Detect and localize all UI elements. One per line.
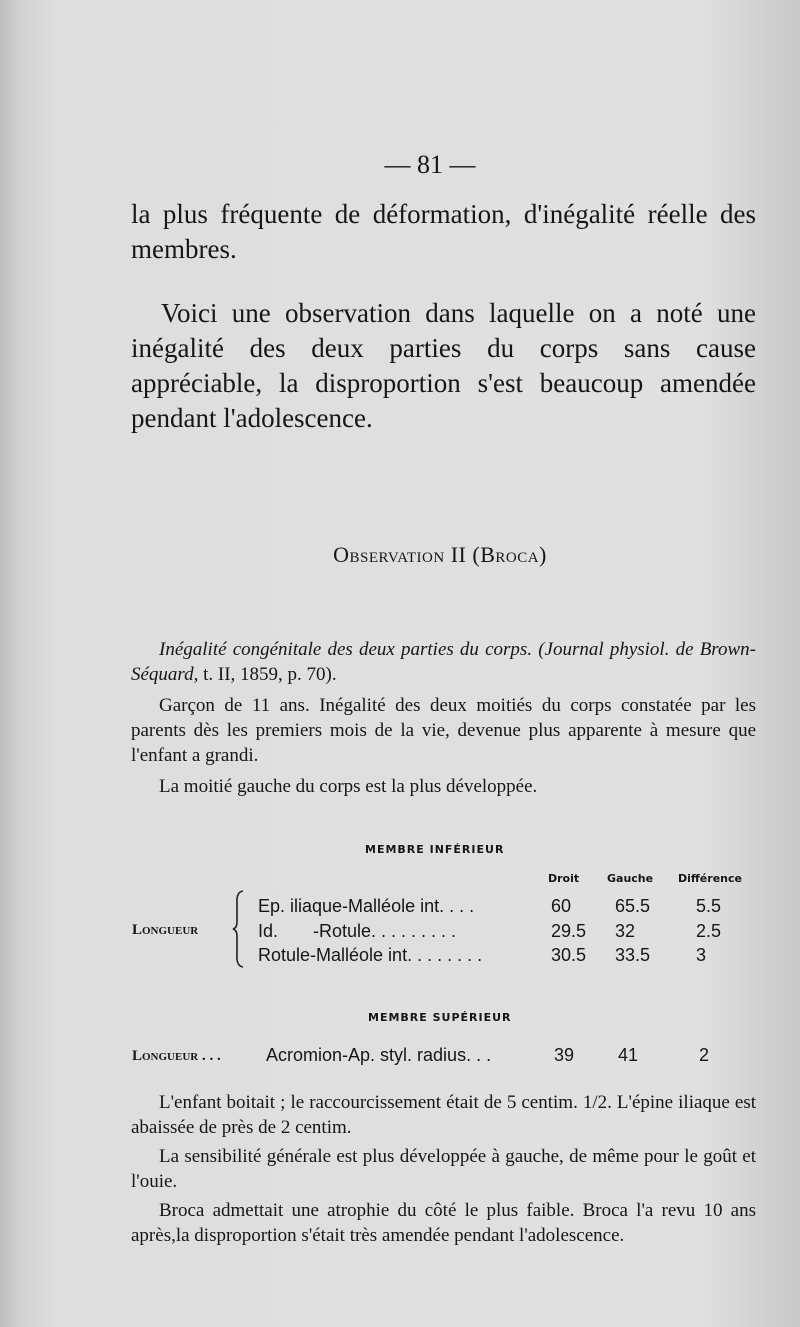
observation-body-1: Garçon de 11 ans. Inégalité des deux moitiés du corps constatée par les parents dès les premiers mois de la vie, devenue plus apparente à mesure que l'enfant a grandi. [131, 695, 756, 766]
reference-title: Inégalité congénitale des deux parties du corps. (Journal physiol. de Brown-Séquard, [131, 639, 756, 685]
observation-body-2: La moitié gauche du corps est la plus développée. [159, 776, 538, 797]
table-cell-diff: 2.5 [696, 921, 722, 941]
page-number: — 81 — [384, 150, 476, 179]
reference-details: t. II, 1859, p. 70). [198, 664, 337, 685]
table-cell-gauche: 65.5 [615, 896, 651, 916]
table-cell-droit: 30.5 [551, 945, 587, 965]
row-label-longueur-upper: Longueur . . . [132, 1048, 221, 1064]
table-cell-gauche: 33.5 [615, 945, 651, 965]
table-row-name: Rotule-Malléole int. . . . . . . . [258, 945, 483, 965]
table-lower-heading: MEMBRE INFÉRIEUR [365, 843, 505, 856]
table-upper-heading: MEMBRE SUPÉRIEUR [368, 1011, 512, 1024]
table-row-name: Id. -Rotule. . . . . . . . . [258, 921, 457, 941]
table-cell-diff: 3 [696, 945, 707, 965]
observation-title: Observation II (Broca) [333, 542, 547, 567]
table-row-name: Ep. iliaque-Malléole int. . . . [258, 896, 475, 916]
table-cell-diff: 5.5 [696, 896, 722, 916]
column-droit: Droit [548, 872, 580, 885]
intro-paragraph-1: la plus fréquente de déformation, d'inégalité réelle des membres. [131, 199, 756, 264]
closing-paragraph-3: Broca admettait une atrophie du côté le plus faible. Broca l'a revu 10 ans après,la disproportion s'était très amendée pendant l'adolescence. [131, 1200, 756, 1246]
table-row-name: Acromion-Ap. styl. radius. . . [266, 1045, 492, 1065]
table-cell-droit: 60 [551, 896, 572, 916]
column-gauche: Gauche [607, 872, 654, 885]
observation-reference [131, 637, 756, 687]
column-difference: Différence [678, 872, 742, 885]
brace-icon [232, 890, 244, 968]
closing-paragraph-1: L'enfant boitait ; le raccourcissement était de 5 centim. 1/2. L'épine iliaque est abaissée de près de 2 centim. [131, 1092, 756, 1138]
row-label-longueur: Longueur [132, 922, 199, 938]
table-cell-gauche: 32 [615, 921, 636, 941]
table-cell-diff: 2 [699, 1045, 710, 1065]
intro-paragraph-2: Voici une observation dans laquelle on a noté une inégalité des deux parties du corps sans cause appréciable, la disproportion s'est beaucoup amendée pendant l'adolescence. [131, 298, 756, 433]
closing-paragraph-2: La sensibilité générale est plus développée à gauche, de même pour le goût et l'ouie. [131, 1146, 756, 1192]
table-cell-droit: 29.5 [551, 921, 587, 941]
table-cell-droit: 39 [554, 1045, 575, 1065]
table-cell-gauche: 41 [618, 1045, 639, 1065]
